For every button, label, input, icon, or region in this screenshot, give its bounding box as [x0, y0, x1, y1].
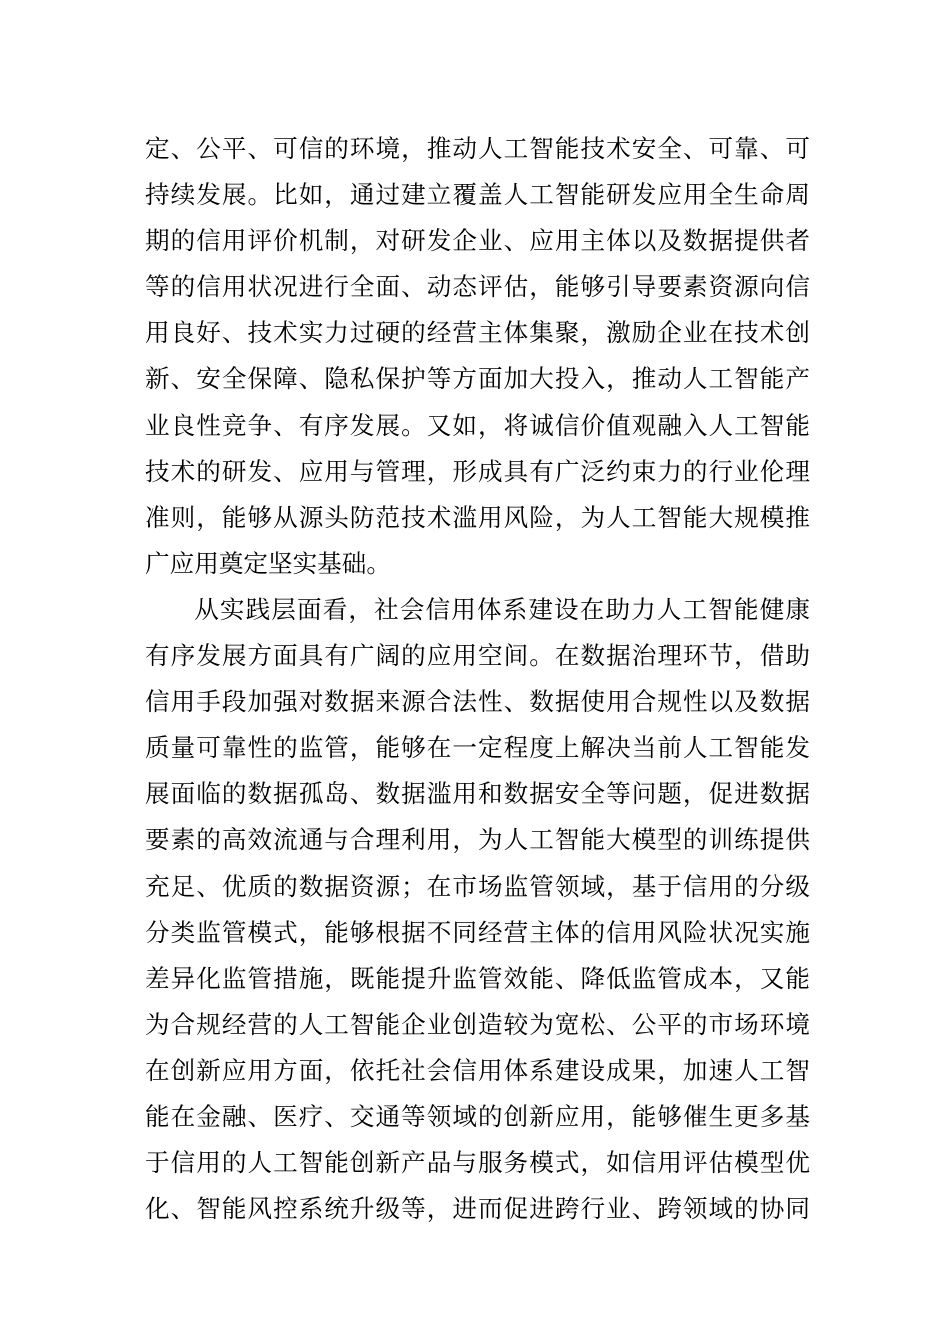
text-line: 化、智能风控系统升级等，进而促进跨行业、跨领域的协同	[145, 1194, 810, 1224]
text-line: 持续发展。比如，通过建立覆盖人工智能研发应用全生命周	[145, 180, 810, 210]
text-line: 定、公平、可信的环境，推动人工智能技术安全、可靠、可	[145, 134, 810, 163]
text-line: 质量可靠性的监管，能够在一定程度上解决当前人工智能发	[145, 733, 810, 763]
text-line: 要素的高效流通与合理利用，为人工智能大模型的训练提供	[145, 825, 810, 855]
text-line: 准则，能够从源头防范技术滥用风险，为人工智能大规模推	[145, 502, 810, 532]
text-line: 用良好、技术实力过硬的经营主体集聚，激励企业在技术创	[145, 318, 810, 348]
text-line: 信用手段加强对数据来源合法性、数据使用合规性以及数据	[145, 687, 810, 717]
text-line: 在创新应用方面，依托社会信用体系建设成果，加速人工智	[145, 1055, 810, 1085]
text-line: 分类监管模式，能够根据不同经营主体的信用风险状况实施	[145, 917, 810, 947]
text-line: 广应用奠定坚实基础。	[145, 548, 391, 578]
text-line: 差异化监管措施，既能提升监管效能、降低监管成本，又能	[145, 963, 810, 993]
body-text	[145, 126, 810, 1232]
paragraph-2	[145, 587, 810, 1232]
text-line: 技术的研发、应用与管理，形成具有广泛约束力的行业伦理	[145, 456, 810, 486]
paragraph-1	[145, 126, 810, 587]
text-line: 期的信用评价机制，对研发企业、应用主体以及数据提供者	[145, 226, 810, 256]
text-line: 为合规经营的人工智能企业创造较为宽松、公平的市场环境	[145, 1009, 810, 1039]
text-line: 从实践层面看，社会信用体系建设在助力人工智能健康	[194, 594, 810, 624]
text-line: 充足、优质的数据资源；在市场监管领域，基于信用的分级	[145, 871, 810, 901]
text-line: 业良性竞争、有序发展。又如，将诚信价值观融入人工智能	[145, 410, 810, 440]
text-line: 新、安全保障、隐私保护等方面加大投入，推动人工智能产	[145, 364, 810, 394]
text-line: 能在金融、医疗、交通等领域的创新应用，能够催生更多基	[145, 1101, 810, 1131]
text-line: 有序发展方面具有广阔的应用空间。在数据治理环节，借助	[145, 641, 810, 671]
text-line: 展面临的数据孤岛、数据滥用和数据安全等问题，促进数据	[145, 779, 810, 809]
text-line: 于信用的人工智能创新产品与服务模式，如信用评估模型优	[145, 1148, 810, 1178]
text-line: 等的信用状况进行全面、动态评估，能够引导要素资源向信	[145, 272, 810, 302]
